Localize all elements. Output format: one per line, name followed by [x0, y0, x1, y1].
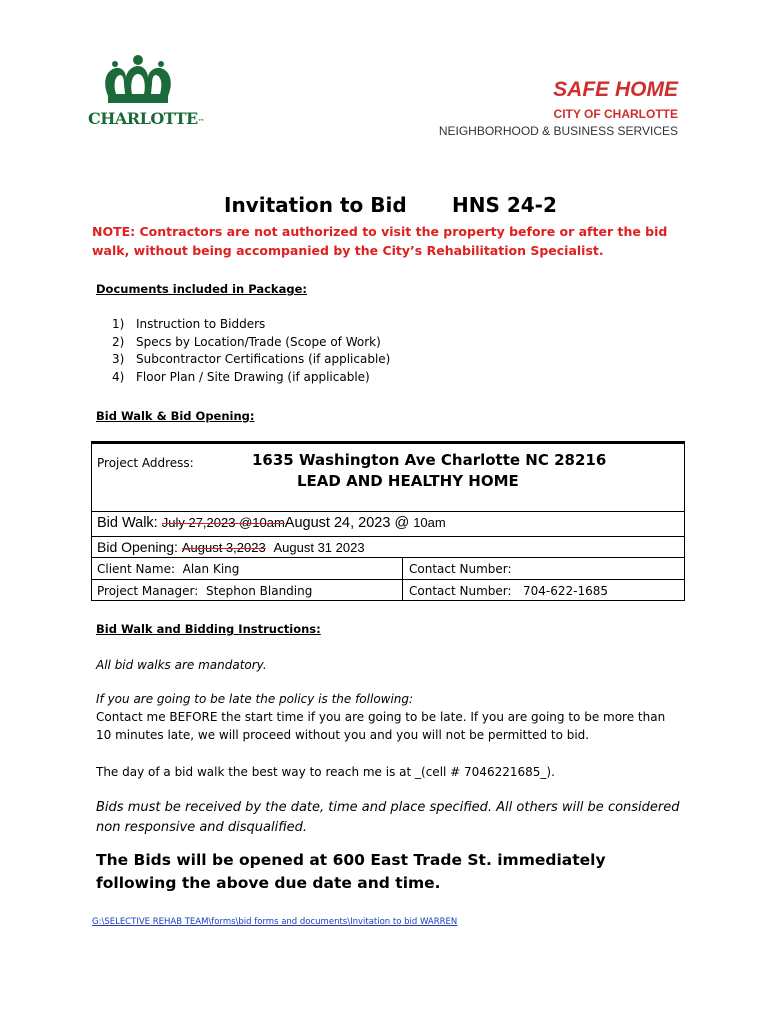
instructions-heading: Bid Walk and Bidding Instructions:	[96, 622, 321, 636]
column-divider	[402, 558, 403, 579]
wordmark-text: CHARLOTTE	[88, 109, 198, 128]
late-policy-text: Contact me BEFORE the start time if you are going to be late. If you are going to be more than 10 minutes late, we will proceed without you and you will not be permitted to bid.	[96, 710, 666, 742]
project-manager-row	[92, 580, 684, 601]
client-name: Alan King	[182, 562, 240, 576]
document-title: Invitation to Bid	[224, 193, 407, 217]
bid-opening-old-date: August 3,2023	[181, 540, 266, 555]
department-name: NEIGHBORHOOD & BUSINESS SERVICES	[438, 124, 678, 138]
bids-opened-text: The Bids will be opened at 600 East Trade St. immediately following the above due date and time.	[96, 851, 606, 892]
program-title: SAFE HOME	[553, 78, 678, 101]
address-label: Project Address:	[97, 456, 194, 470]
documents-heading: Documents included in Package:	[96, 282, 307, 296]
list-item: 3) Subcontractor Certifications (if applicable)	[112, 352, 391, 366]
bid-opening-row	[92, 537, 684, 558]
bids-received-text: Bids must be received by the date, time and place specified. All others will be considered non responsive and disqualified.	[96, 800, 680, 835]
address-cell	[92, 444, 684, 512]
bid-number: HNS 24-2	[452, 193, 557, 217]
bid-walk-label: Bid Walk:	[97, 515, 158, 531]
documents-list	[112, 316, 390, 386]
bid-walk-time: 10am	[413, 515, 446, 530]
project-table	[91, 441, 685, 601]
bid-walk-row	[92, 512, 684, 537]
bid-opening-new-date: August 31 2023	[273, 540, 365, 555]
address-line-2: LEAD AND HEALTHY HOME	[297, 472, 519, 490]
address-line-1: 1635 Washington Ave Charlotte NC 28216	[252, 451, 607, 469]
contact-instructions: The day of a bid walk the best way to reach me is at _(cell # 7046221685_).	[96, 765, 555, 779]
late-policy-heading: If you are going to be late the policy is the following:	[96, 692, 414, 706]
client-row	[92, 558, 684, 580]
column-divider	[402, 580, 403, 601]
file-path-link[interactable]: G:\SELECTIVE REHAB TEAM\forms\bid forms and documents\Invitation to bid WARREN	[92, 917, 458, 927]
contact-number: 704-622-1685	[523, 584, 609, 598]
list-item: 4) Floor Plan / Site Drawing (if applicable)	[112, 369, 370, 384]
bid-opening-label: Bid Opening:	[97, 539, 178, 555]
list-item: 2) Specs by Location/Trade (Scope of Work)	[112, 334, 381, 349]
trademark-mark: ™	[197, 118, 205, 126]
contractor-note: NOTE: Contractors are not authorized to visit the property before or after the bid walk, without being accompanied by the City’s Rehabilitation Specialist.	[92, 224, 668, 258]
project-manager-name: Stephon Blanding	[205, 584, 313, 598]
client-label: Client Name:	[97, 562, 175, 576]
city-name: CITY OF CHARLOTTE	[553, 107, 678, 121]
list-item: 1) Instruction to Bidders	[112, 317, 266, 331]
crown-icon	[88, 52, 198, 110]
mandatory-text: All bid walks are mandatory.	[96, 658, 267, 672]
bid-walk-old-date: July 27,2023 @10am	[161, 515, 285, 530]
charlotte-wordmark	[88, 109, 204, 128]
project-manager-label: Project Manager:	[97, 584, 199, 598]
bid-walk-new-date: August 24, 2023 @	[284, 515, 410, 531]
bid-walk-heading: Bid Walk & Bid Opening:	[96, 409, 255, 423]
contact-label-2: Contact Number:	[409, 584, 512, 598]
contact-label-1: Contact Number:	[409, 562, 512, 576]
